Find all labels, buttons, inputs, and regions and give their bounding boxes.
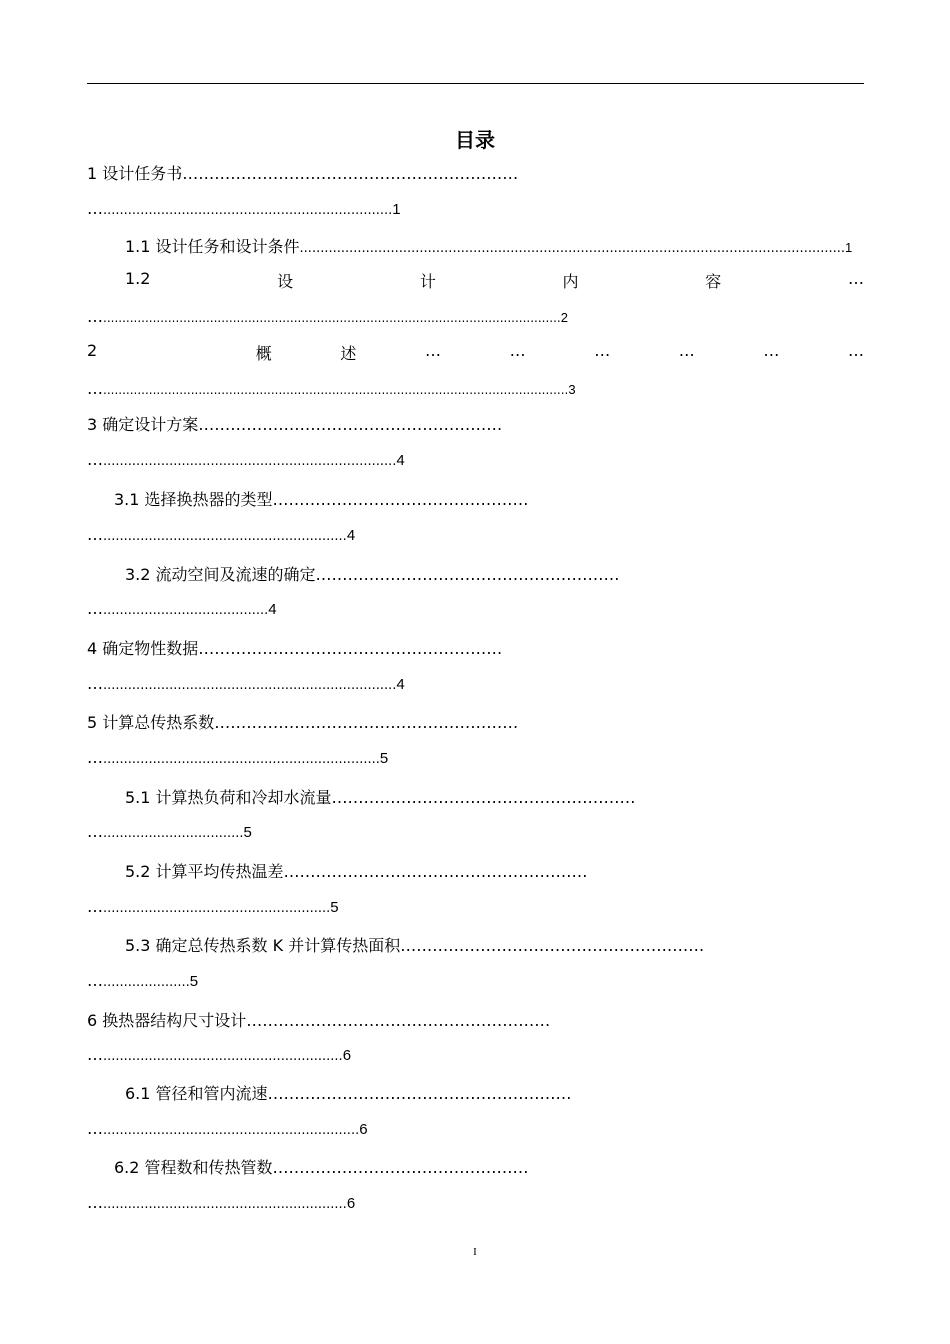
toc-entry-5[interactable]: 5 计算总传热系数………………………………………………… — [87, 713, 519, 732]
toc-entry-3-2-page: 4 — [268, 601, 277, 618]
toc-entry-6-page: 6 — [342, 1047, 352, 1064]
toc-entry-1-page: 1 — [392, 201, 401, 218]
header-rule — [87, 83, 864, 84]
toc-entry-5-2-page: 5 — [330, 899, 339, 916]
toc-entry-1[interactable] — [87, 161, 518, 184]
toc-entry-4-leader: ….......................................................................4 — [87, 674, 405, 693]
toc-entry-1-leader: …......................................................................1 — [87, 199, 401, 218]
toc-entry-5-1-page: 5 — [243, 824, 252, 841]
toc-entry-5-leader: …...................................................................5 — [87, 748, 389, 767]
toc-entry-3[interactable]: 3 确定设计方案………………………………………………… — [87, 415, 503, 434]
page-number: I — [473, 1246, 477, 1258]
toc-entry-6-leader: …..........................................................6 — [87, 1045, 352, 1064]
toc-entry-3-page: 4 — [396, 452, 405, 469]
toc-entry-5-page: 5 — [379, 750, 389, 767]
toc-entry-4-page: 4 — [396, 676, 405, 693]
toc-entry-3-1[interactable]: 3.1 选择换热器的类型………………………………………… — [114, 490, 529, 509]
toc-entry-6-1[interactable]: 6.1 管径和管内流速………………………………………………… — [125, 1084, 572, 1103]
toc-entry-1-2[interactable]: 1.2 设 计 内 容 … — [125, 269, 864, 291]
toc-entry-4[interactable]: 4 确定物性数据………………………………………………… — [87, 639, 503, 658]
page-title: 目录 — [455, 128, 495, 152]
toc-entry-6-1-page: 6 — [359, 1121, 368, 1138]
toc-entry-1-1-text: 1.1 设计任务和设计条件 — [125, 237, 300, 256]
toc-entry-6-2-page: 6 — [346, 1195, 356, 1212]
toc-entry-1-text: 1 设计任务书……………………………………………………… — [87, 164, 519, 183]
toc-entry-6[interactable]: 6 换热器结构尺寸设计………………………………………………… — [87, 1011, 551, 1030]
toc-entry-3-1-page: 4 — [346, 527, 356, 544]
toc-entry-5-2[interactable]: 5.2 计算平均传热温差………………………………………………… — [125, 862, 588, 881]
toc-entry-3-leader: ….......................................................................4 — [87, 450, 405, 469]
toc-entry-5-2-leader: ….......................................................5 — [87, 897, 339, 916]
toc-entry-5-3-leader: ….....................5 — [87, 971, 199, 990]
toc-entry-1-2-page: 2 — [560, 310, 568, 325]
toc-entry-6-2[interactable]: 6.2 管程数和传热管数………………………………………… — [114, 1158, 529, 1177]
toc-entry-3-2-leader: …........................................4 — [87, 599, 277, 618]
toc-entry-5-3-page: 5 — [189, 973, 199, 990]
toc-entry-2-leader: …..........................................................................................................................3 — [87, 379, 576, 398]
toc-entry-5-1[interactable]: 5.1 计算热负荷和冷却水流量………………………………………………… — [125, 788, 636, 807]
toc-entry-1-1-page: 1 — [845, 240, 853, 255]
toc-entry-5-1-leader: …..................................5 — [87, 822, 252, 841]
toc-entry-5-3[interactable]: 5.3 确定总传热系数 K 并计算传热面积………………………………………………… — [125, 936, 705, 955]
toc-entry-3-1-leader: …...........................................................4 — [87, 525, 356, 544]
toc-entry-6-1-leader: …..............................................................6 — [87, 1119, 368, 1138]
toc-entry-1-1[interactable]: 1.1 设计任务和设计条件....................................................................................................................................1 — [125, 237, 853, 256]
toc-entry-2[interactable]: 2 概 述 … … … … … … — [87, 341, 864, 363]
toc-entry-2-page: 3 — [568, 382, 576, 397]
toc-entry-6-2-leader: …...........................................................6 — [87, 1193, 356, 1212]
toc-entry-1-2-leader: …........................................................................................................................2 — [87, 307, 568, 326]
toc-entry-3-2[interactable]: 3.2 流动空间及流速的确定………………………………………………… — [125, 565, 620, 584]
